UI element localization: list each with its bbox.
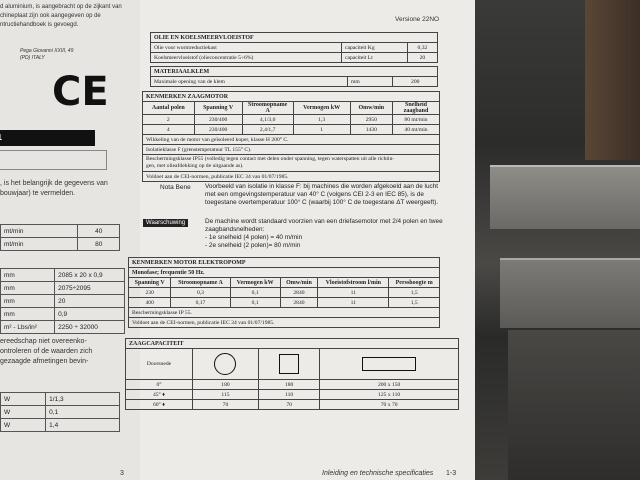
footer-section-title: Inleiding en technische specificaties bbox=[322, 470, 434, 477]
label-cell: Olie voor wormreductiekast bbox=[151, 43, 342, 53]
table-row bbox=[151, 77, 438, 87]
left-mid-3: gezaagde afmetingen bevin- bbox=[0, 358, 89, 365]
unit-cell: capaciteit Kg bbox=[341, 43, 407, 53]
table-row bbox=[129, 318, 440, 328]
value-cell: 2840 bbox=[280, 288, 317, 298]
unit-cell: W bbox=[1, 393, 46, 406]
warning-line: - 1e snelheid (4 polen) = 40 m/min bbox=[205, 234, 303, 241]
page-number-right: 1-3 bbox=[446, 470, 457, 477]
value-cell: 0,9 bbox=[55, 308, 125, 321]
value-cell: 180 bbox=[258, 380, 319, 390]
left-line-1: d aluminium, is aangebracht op de zijkant van bbox=[0, 4, 122, 10]
value-cell: 70 bbox=[193, 400, 259, 410]
table-row bbox=[126, 390, 459, 400]
capacity-title: ZAAGCAPACITEIT bbox=[126, 339, 459, 349]
left-warn-2: bouwjaar) te vermelden. bbox=[0, 190, 76, 197]
round-section-icon bbox=[214, 353, 236, 375]
unit-cell: mm bbox=[348, 77, 393, 87]
value-cell: 230 bbox=[129, 288, 171, 298]
note-text: Beschermingsklasse IP55 (volledig tegen contact met delen onder spanning, tegen waterspatten uit alle richtin- bbox=[146, 156, 395, 162]
table-row bbox=[151, 53, 438, 63]
saw-motor-table bbox=[142, 91, 440, 182]
table-row bbox=[126, 380, 459, 390]
value-cell: 110 bbox=[258, 390, 319, 400]
left-blade-table bbox=[0, 268, 125, 334]
unit-cell: mm bbox=[1, 308, 55, 321]
table-header-row bbox=[126, 349, 459, 380]
table-row bbox=[143, 145, 440, 155]
value-cell: 1430 bbox=[350, 125, 392, 135]
value-cell: 1,5 bbox=[389, 288, 440, 298]
value-cell: 70 bbox=[258, 400, 319, 410]
value-cell: 70 x 70 bbox=[320, 400, 459, 410]
value-cell: 20 bbox=[407, 53, 437, 63]
value-cell: 11 bbox=[318, 298, 389, 308]
header-cell: Stroomopname A bbox=[242, 102, 293, 115]
warning-text bbox=[205, 218, 455, 250]
pump-table-subtitle: Monofase; frequentie 50 Hz. bbox=[129, 268, 440, 278]
header-cell: Spanning V bbox=[194, 102, 242, 115]
metal-bar-upper bbox=[490, 165, 640, 229]
ce-mark: CE bbox=[52, 69, 109, 115]
plate-box bbox=[0, 150, 107, 170]
value-cell: 2075÷2095 bbox=[55, 282, 125, 295]
table-row bbox=[1, 393, 120, 406]
table-row bbox=[1, 419, 120, 432]
unit-cell: m² - Lbs/in² bbox=[1, 321, 55, 334]
value-cell: 4 bbox=[143, 125, 195, 135]
table-row bbox=[151, 43, 438, 53]
maker-address-1: Pega Giovanni XXIII, 49 bbox=[20, 48, 74, 54]
table-row bbox=[1, 269, 125, 282]
value-cell: 230/400 bbox=[194, 115, 242, 125]
rectangle-section-icon bbox=[362, 357, 416, 371]
left-speed-table bbox=[0, 224, 120, 251]
label-cell: Maximale opening van de klem bbox=[151, 77, 348, 87]
value-cell: 0,32 bbox=[407, 43, 437, 53]
square-section-icon bbox=[279, 354, 299, 374]
value-cell: 2,4/1,7 bbox=[242, 125, 293, 135]
value-cell: 40 mt/min bbox=[393, 125, 440, 135]
note-bene-label: Nota Bene bbox=[160, 184, 191, 191]
unit-cell: mm bbox=[1, 282, 55, 295]
unit-cell: W bbox=[1, 419, 46, 432]
table-row bbox=[151, 33, 438, 43]
table-row bbox=[143, 92, 440, 102]
angle-cell: 45° ♦ bbox=[126, 390, 193, 400]
note-cell: Wikkeling van de motor van geïsoleerd koper, klasse H 200° C. bbox=[143, 135, 440, 145]
value-cell: 80 mt/min bbox=[393, 115, 440, 125]
value-cell: 2950 bbox=[350, 115, 392, 125]
left-line-3: ntructiehandboek is gevoegd. bbox=[0, 22, 79, 28]
oil-table bbox=[150, 32, 438, 63]
maker-address-2: (PD) ITALY bbox=[20, 55, 45, 61]
header-cell: Stroomopname A bbox=[171, 278, 230, 288]
note-cell: Beschermingsklasse IP 55. bbox=[129, 308, 440, 318]
note-cell: Voldoet aan de CEI-normen, publicatie IEC 34 van 01/07/1985. bbox=[143, 172, 440, 182]
version-label: Versione 22NO bbox=[395, 16, 440, 23]
left-mid-1: ereedschap niet overeenko- bbox=[0, 338, 87, 345]
table-row bbox=[1, 282, 125, 295]
left-warn-1: , is het belangrijk de gegevens van bbox=[0, 180, 108, 187]
value-cell: 1,5 bbox=[389, 298, 440, 308]
table-row bbox=[143, 125, 440, 135]
value-cell: 80 bbox=[78, 238, 120, 251]
value-cell: 230/400 bbox=[194, 125, 242, 135]
header-cell: Omw/min bbox=[280, 278, 317, 288]
header-cell: Snelheid zaagband bbox=[393, 102, 440, 115]
value-cell: 0,3 bbox=[171, 288, 230, 298]
clamp-table bbox=[150, 66, 438, 87]
note-text: gen, met olieafdekking op de uitgaande as). bbox=[146, 163, 244, 169]
value-cell: 11 bbox=[318, 288, 389, 298]
page-number-left: 3 bbox=[120, 470, 124, 477]
oil-table-title: OLIE EN KOELSMEERVLOEISTOF bbox=[151, 33, 438, 43]
pump-table-title: KENMERKEN MOTOR ELEKTROPOMP bbox=[129, 258, 440, 268]
header-cell: Vermogen kW bbox=[230, 278, 280, 288]
left-manual-page bbox=[0, 0, 145, 480]
value-cell: 2840 bbox=[280, 298, 317, 308]
value-cell: 0,1 bbox=[46, 406, 120, 419]
value-cell: 1 bbox=[293, 125, 350, 135]
value-cell: 0,17 bbox=[171, 298, 230, 308]
table-row bbox=[1, 238, 120, 251]
note-cell: Isolatieklasse F (grenstemperatuur TL 155° C). bbox=[143, 145, 440, 155]
table-row bbox=[129, 298, 440, 308]
value-cell: 0,1 bbox=[230, 288, 280, 298]
table-row bbox=[129, 308, 440, 318]
value-cell: 2250 ÷ 32000 bbox=[55, 321, 125, 334]
value-cell: 0,1 bbox=[230, 298, 280, 308]
pump-table bbox=[128, 257, 440, 328]
section-header: Doorsnede bbox=[126, 349, 193, 380]
table-row bbox=[129, 288, 440, 298]
value-cell: 4,1/3,0 bbox=[242, 115, 293, 125]
warning-line: De machine wordt standaard voorzien van een driefasemotor met 2/4 polen en twee zaagbandsnelheden: bbox=[205, 218, 443, 233]
clamp-table-title: MATERIAALKLEM bbox=[151, 67, 438, 77]
angle-cell: 0° bbox=[126, 380, 193, 390]
note-bene-text: Voorbeeld van isolatie in klasse F: bij machines die worden afgekoeld aan de lucht met een omgevingstemperatuur van 40° C (volgens CEI 2-3 en IEC 85), is de toegestane overtemperatuur 100° C (waarbij 100° C de toegestane ΔT weergeeft). bbox=[205, 183, 439, 206]
table-row bbox=[129, 268, 440, 278]
unit-cell: capaciteit Lt bbox=[341, 53, 407, 63]
rusty-metal-panel bbox=[585, 0, 640, 160]
value-cell: 1/1,3 bbox=[46, 393, 120, 406]
table-row bbox=[126, 400, 459, 410]
table-row bbox=[129, 258, 440, 268]
left-mid-2: ontroleren of de waarden zich bbox=[0, 348, 93, 355]
warning-label: Waarschuwing bbox=[143, 219, 188, 227]
table-row bbox=[1, 321, 125, 334]
table-row bbox=[143, 115, 440, 125]
unit-cell: mt/min bbox=[1, 225, 78, 238]
value-cell: 2 bbox=[143, 115, 195, 125]
table-row bbox=[1, 225, 120, 238]
value-cell: 1,4 bbox=[46, 419, 120, 432]
value-cell: 1,3 bbox=[293, 115, 350, 125]
table-header-row bbox=[129, 278, 440, 288]
value-cell: 400 bbox=[129, 298, 171, 308]
capacity-table bbox=[125, 338, 459, 410]
unit-cell: mt/min bbox=[1, 238, 78, 251]
header-cell: Aantal polen bbox=[143, 102, 195, 115]
unit-cell: mm bbox=[1, 269, 55, 282]
table-row bbox=[143, 155, 440, 172]
value-cell: 180 bbox=[193, 380, 259, 390]
unit-cell: W bbox=[1, 406, 46, 419]
value-cell: 40 bbox=[78, 225, 120, 238]
header-cell: Vermogen kW bbox=[293, 102, 350, 115]
table-row bbox=[151, 67, 438, 77]
table-header-row bbox=[143, 102, 440, 115]
left-line-2: chineplaat zijn ook aangegeven op de bbox=[0, 13, 101, 19]
left-power-table bbox=[0, 392, 120, 432]
metal-bar-lower bbox=[508, 330, 640, 480]
value-cell: 200 bbox=[393, 77, 438, 87]
angle-cell: 60° ♦ bbox=[126, 400, 193, 410]
value-cell: 125 x 110 bbox=[320, 390, 459, 400]
value-cell: 2085 x 20 x 0,9 bbox=[55, 269, 125, 282]
saw-motor-title: KENMERKEN ZAAGMOTOR bbox=[143, 92, 440, 102]
value-cell: 200 x 150 bbox=[320, 380, 459, 390]
table-row bbox=[126, 339, 459, 349]
table-row bbox=[143, 172, 440, 182]
header-cell: Omw/min bbox=[350, 102, 392, 115]
header-cell: Vloeistofstroom l/min bbox=[318, 278, 389, 288]
table-row bbox=[1, 406, 120, 419]
value-cell: 115 bbox=[193, 390, 259, 400]
table-row bbox=[1, 295, 125, 308]
label-cell: Koelsmeervloeistof (olieconcentratie 5÷6%) bbox=[151, 53, 342, 63]
warning-line: - 2e snelheid (2 polen)= 80 m/min bbox=[205, 242, 301, 249]
value-cell: 20 bbox=[55, 295, 125, 308]
header-cell: Spanning V bbox=[129, 278, 171, 288]
table-row bbox=[143, 135, 440, 145]
header-cell: Persshoogte m bbox=[389, 278, 440, 288]
note-cell: Voldoet aan de CEI-normen, publicatie IEC 34 van 01/07/1985. bbox=[129, 318, 440, 328]
metal-bar-middle bbox=[500, 258, 640, 328]
badge-label bbox=[0, 130, 95, 146]
table-row bbox=[1, 308, 125, 321]
unit-cell: mm bbox=[1, 295, 55, 308]
